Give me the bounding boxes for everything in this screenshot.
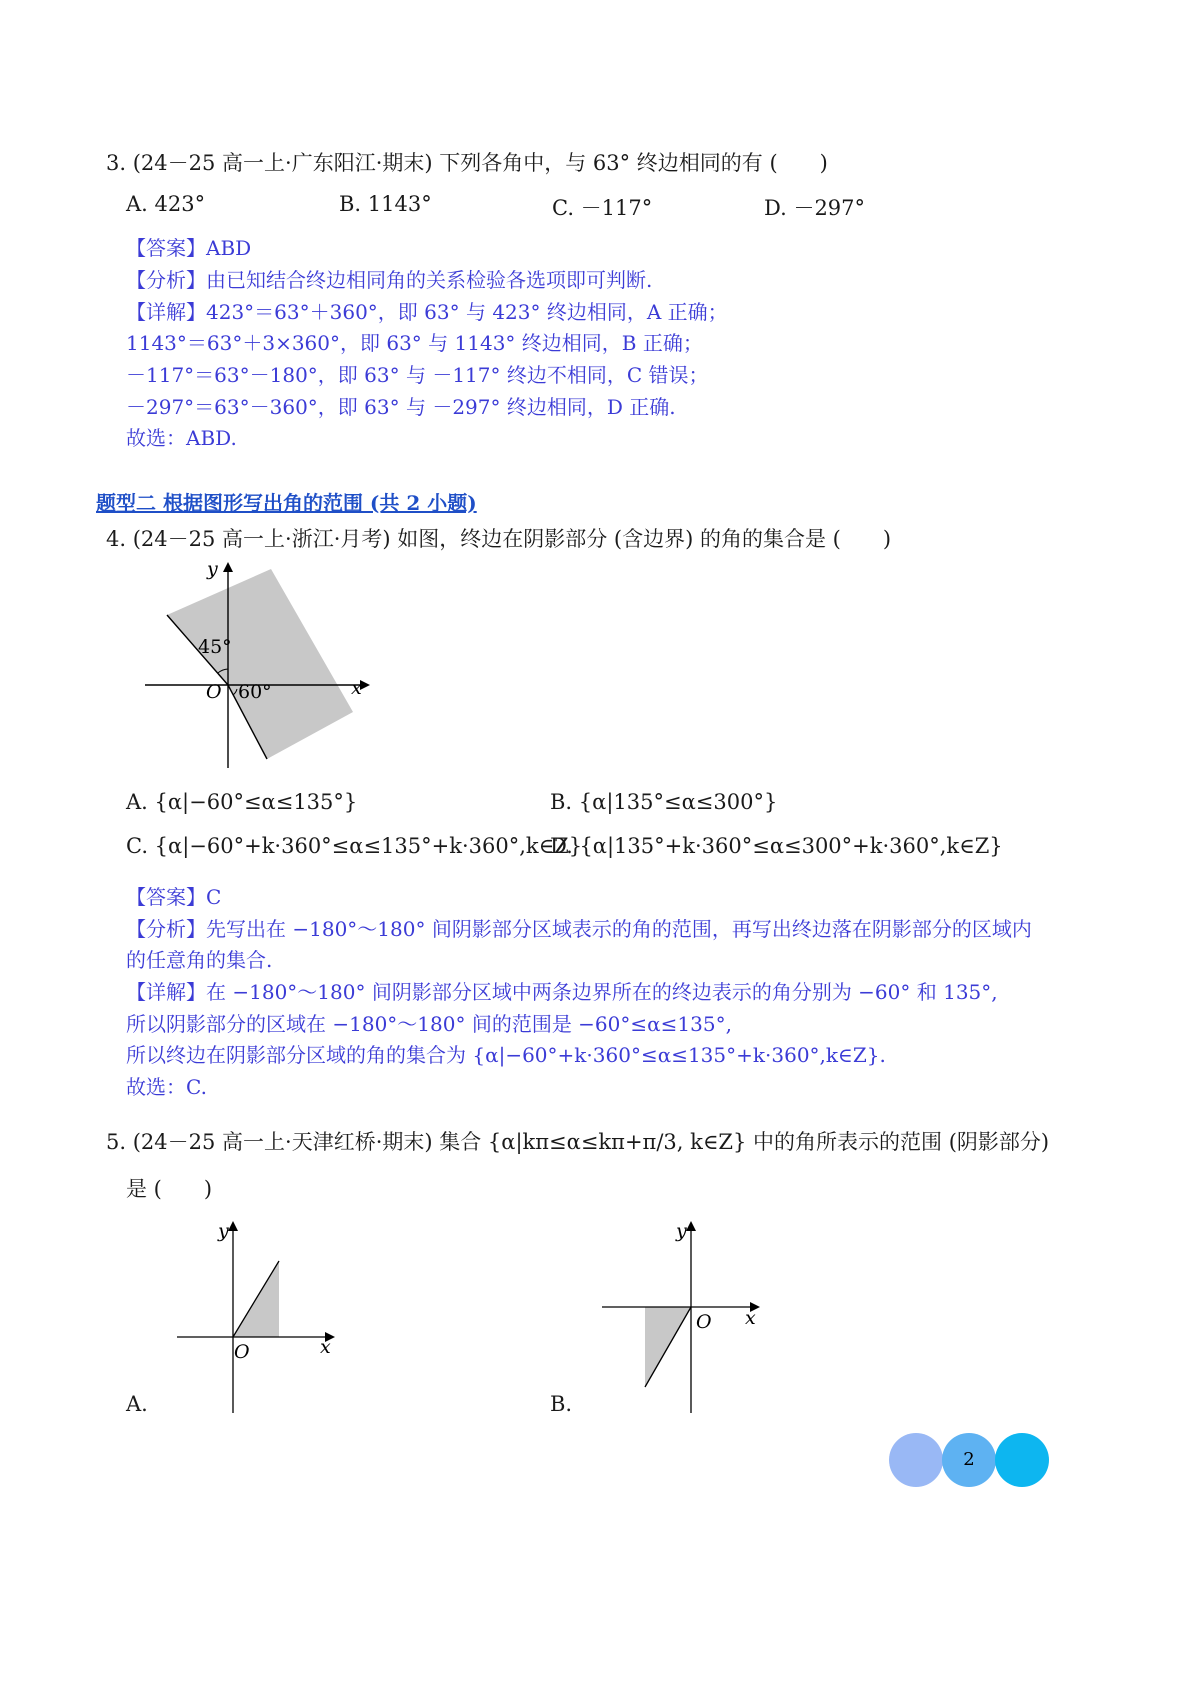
q5-figure-a-label: A. [126,1392,148,1416]
q4-stem: 4. (24－25 高一上·浙江·月考) 如图，终边在阴影部分 (含边界) 的角的集合是 ( ) [106,527,892,551]
q5-figure-a [170,1215,340,1415]
q4-detail-2: 所以阴影部分的区域在 −180°～180° 间的范围是 −60°≤α≤135°, [126,1012,732,1036]
q5-figure-b-label: B. [550,1392,573,1416]
q4-analysis-1: 【分析】先写出在 −180°～180° 间阴影部分区域表示的角的范围，再写出终边落在阴影部分的区域内 [126,917,1032,941]
q4-option-b: B. {α|135°≤α≤300°} [550,790,778,814]
q5-figure-b [595,1215,770,1415]
q3-analysis: 【分析】由已知结合终边相同角的关系检验各选项即可判断. [126,268,653,292]
q5a-y-arrow [228,1221,238,1231]
q3-answer: 【答案】ABD [126,236,252,260]
q3-detail-4: －297°＝63°－360°，即 63° 与 －297° 终边相同，D 正确. [126,395,676,419]
section-title: 题型二 根据图形写出角的范围 (共 2 小题) [96,491,477,515]
q3-option-b: B. 1143° [339,192,432,216]
q5b-y-arrow [686,1221,696,1231]
q4-choice: 故选：C. [126,1075,207,1099]
q5a-origin-label: O [234,1341,250,1363]
q3-option-d: D. －297° [764,196,866,220]
q4-figure [140,558,380,773]
q5-stem-continued: 是 ( ) [126,1177,213,1201]
q5b-origin-label: O [696,1311,712,1333]
q4-option-a: A. {α|−60°≤α≤135°} [126,790,358,814]
q5a-x-label: x [320,1336,331,1358]
q5-stem: 5. (24－25 高一上·天津红桥·期末) 集合 {α|kπ≤α≤kπ+π/3, k∈Z} 中的角所表示的范围 (阴影部分) [106,1130,1050,1154]
q3-option-c: C. －117° [552,196,653,220]
q3-choice: 故选：ABD. [126,426,237,450]
q4-angle-45: 45° [198,636,232,658]
q5a-y-label: y [218,1220,229,1242]
q3-detail-3: －117°＝63°－180°，即 63° 与 －117° 终边不相同，C 错误； [126,363,709,387]
q4-option-d: D. {α|135°+k·360°≤α≤300°+k·360°,k∈Z} [550,834,1003,858]
q5b-x-label: x [745,1307,756,1329]
q4-option-c: C. {α|−60°+k·360°≤α≤135°+k·360°,k∈Z} [126,834,583,858]
q4-shaded-region [167,569,353,759]
q3-detail-2: 1143°＝63°＋3×360°，即 63° 与 1143° 终边相同，B 正确； [126,331,703,355]
q4-detail-3: 所以终边在阴影部分区域的角的集合为 {α|−60°+k·360°≤α≤135°+k·360°,k∈Z}. [126,1043,886,1067]
page-decoration-circle-1 [889,1433,943,1487]
page-decoration-circle-3 [995,1433,1049,1487]
q4-answer: 【答案】C [126,885,222,909]
q4-y-arrow [223,562,233,572]
q4-angle-60: 60° [238,681,272,703]
q4-analysis-2: 的任意角的集合. [126,948,273,972]
q4-y-label: y [207,558,218,580]
q4-x-label: x [351,677,362,699]
q3-detail-1: 【详解】423°＝63°＋360°，即 63° 与 423° 终边相同，A 正确； [126,300,728,324]
page-number: 2 [942,1433,996,1487]
q4-origin-label: O [206,681,222,703]
q3-stem: 3. (24－25 高一上·广东阳江·期末) 下列各角中，与 63° 终边相同的有 ( ) [106,151,828,175]
q3-option-a: A. 423° [126,192,206,216]
q4-detail-1: 【详解】在 −180°～180° 间阴影部分区域中两条边界所在的终边表示的角分别为 −60° 和 135°, [126,980,998,1004]
q5b-y-label: y [676,1220,687,1242]
